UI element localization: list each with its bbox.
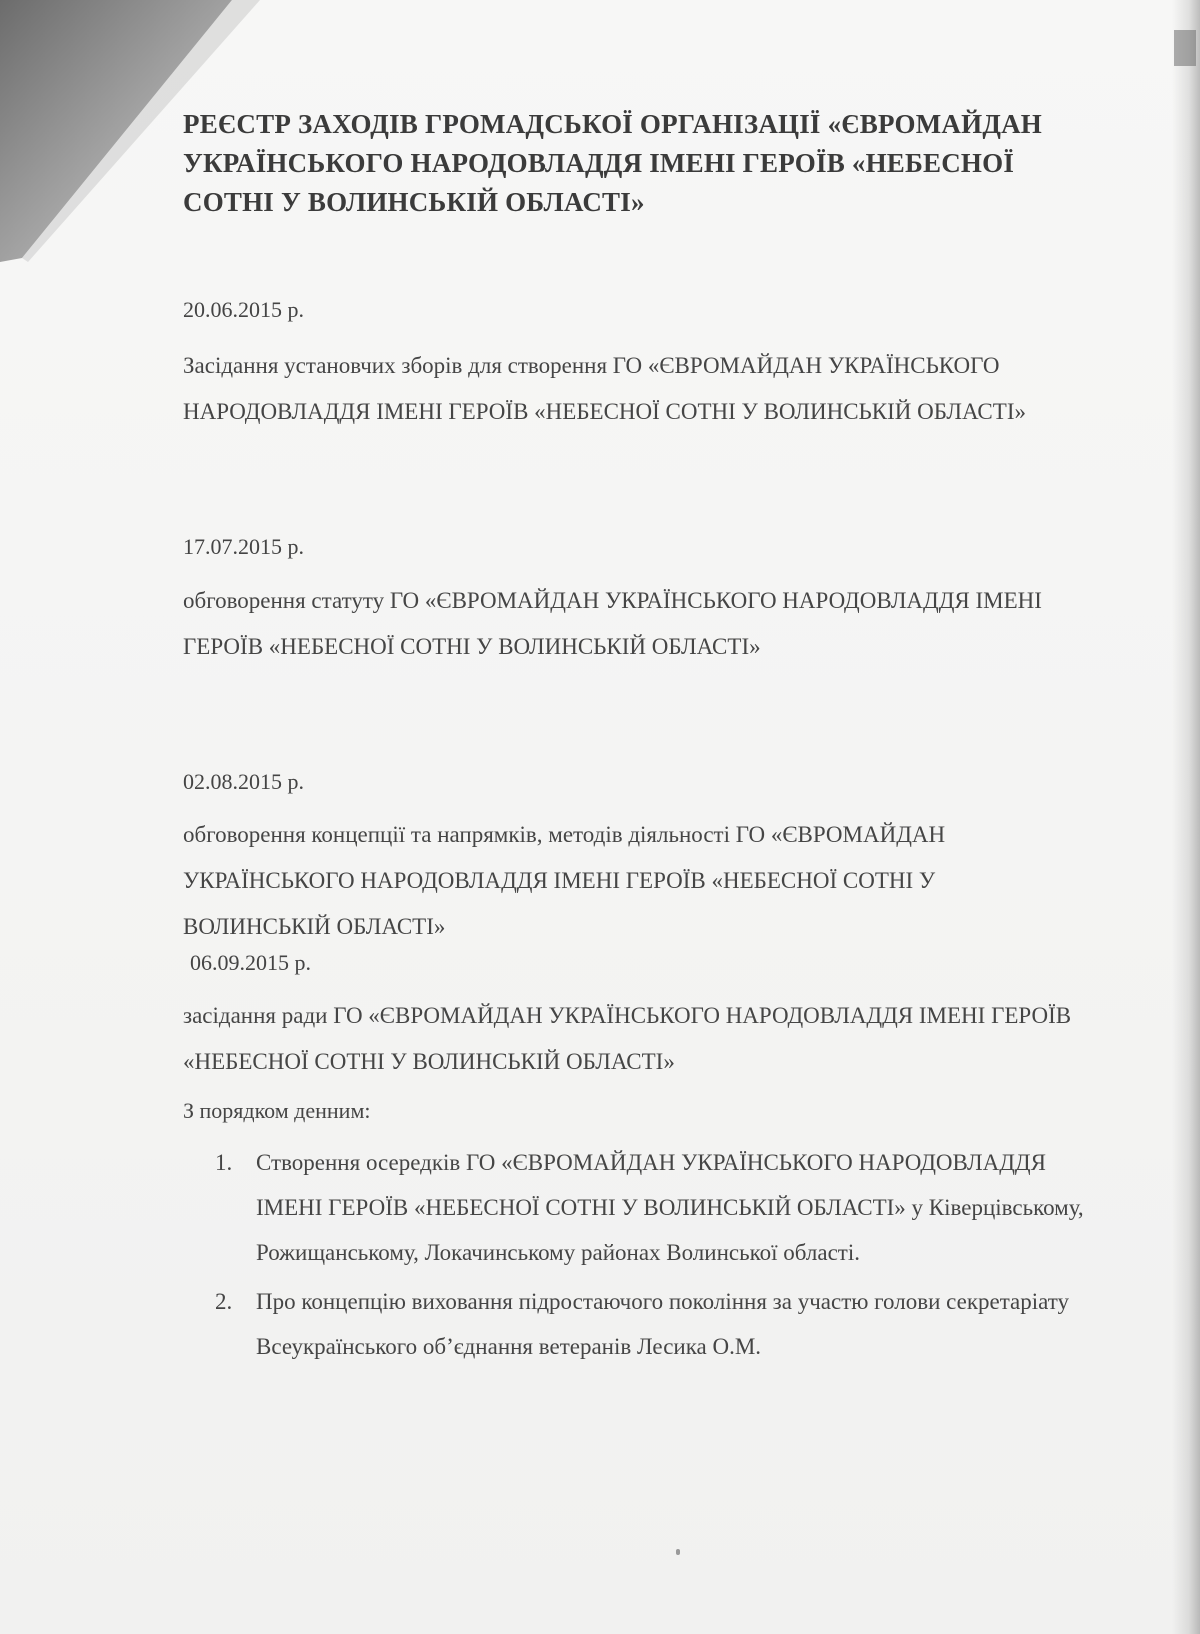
agenda-item-number: 1. <box>215 1150 233 1175</box>
entry-date: 17.07.2015 р. <box>183 534 304 559</box>
agenda-item <box>215 1140 1085 1275</box>
page-right-edge-shadow <box>1172 0 1200 1634</box>
agenda-item-text: Про концепцію виховання підростаючого покоління за участю голови секретаріату Всеукраїнського об’єднання ветеранів Лесика О.М. <box>256 1289 1070 1359</box>
agenda-item-number: 2. <box>215 1289 233 1314</box>
entry-description: обговорення статуту ГО «ЄВРОМАЙДАН УКРАЇНСЬКОГО НАРОДОВЛАДДЯ ІМЕНІ ГЕРОЇВ «НЕБЕСНОЇ СОТНІ У ВОЛИНСЬКІЙ ОБЛАСТІ» <box>183 588 1042 659</box>
entry-description: засідання ради ГО «ЄВРОМАЙДАН УКРАЇНСЬКОГО НАРОДОВЛАДДЯ ІМЕНІ ГЕРОЇВ «НЕБЕСНОЇ СОТНІ У ВОЛИНСЬКІЙ ОБЛАСТІ» <box>183 1003 1072 1074</box>
agenda-item <box>215 1279 1085 1369</box>
agenda-list <box>215 1140 1085 1373</box>
entry-date: 20.06.2015 р. <box>183 297 304 322</box>
scan-edge-mark <box>1174 30 1196 66</box>
entry-date: 02.08.2015 р. <box>183 769 304 794</box>
agenda-label: З порядком денним: <box>183 1098 371 1123</box>
entry-date: 06.09.2015 р. <box>190 950 311 975</box>
scan-speck <box>676 1549 680 1555</box>
entry-description: Засідання установчих зборів для створення ГО «ЄВРОМАЙДАН УКРАЇНСЬКОГО НАРОДОВЛАДДЯ ІМЕНІ ГЕРОЇВ «НЕБЕСНОЇ СОТНІ У ВОЛИНСЬКІЙ ОБЛАСТІ» <box>183 353 1026 424</box>
agenda-item-text: Створення осередків ГО «ЄВРОМАЙДАН УКРАЇНСЬКОГО НАРОДОВЛАДДЯ ІМЕНІ ГЕРОЇВ «НЕБЕСНОЇ СОТНІ У ВОЛИНСЬКІЙ ОБЛАСТІ» у Ківерцівському, Рожищанському, Локачинському районах Волинської області. <box>256 1150 1084 1265</box>
document-title: РЕЄСТР ЗАХОДІВ ГРОМАДСЬКОЇ ОРГАНІЗАЦІЇ «ЄВРОМАЙДАН УКРАЇНСЬКОГО НАРОДОВЛАДДЯ ІМЕНІ ГЕРОЇВ «НЕБЕСНОЇ СОТНІ У ВОЛИНСЬКІЙ ОБЛАСТІ» <box>183 109 1042 217</box>
entry-description: обговорення концепції та напрямків, методів діяльності ГО «ЄВРОМАЙДАН УКРАЇНСЬКОГО НАРОДОВЛАДДЯ ІМЕНІ ГЕРОЇВ «НЕБЕСНОЇ СОТНІ У ВОЛИНСЬКІЙ ОБЛАСТІ» <box>183 822 946 939</box>
